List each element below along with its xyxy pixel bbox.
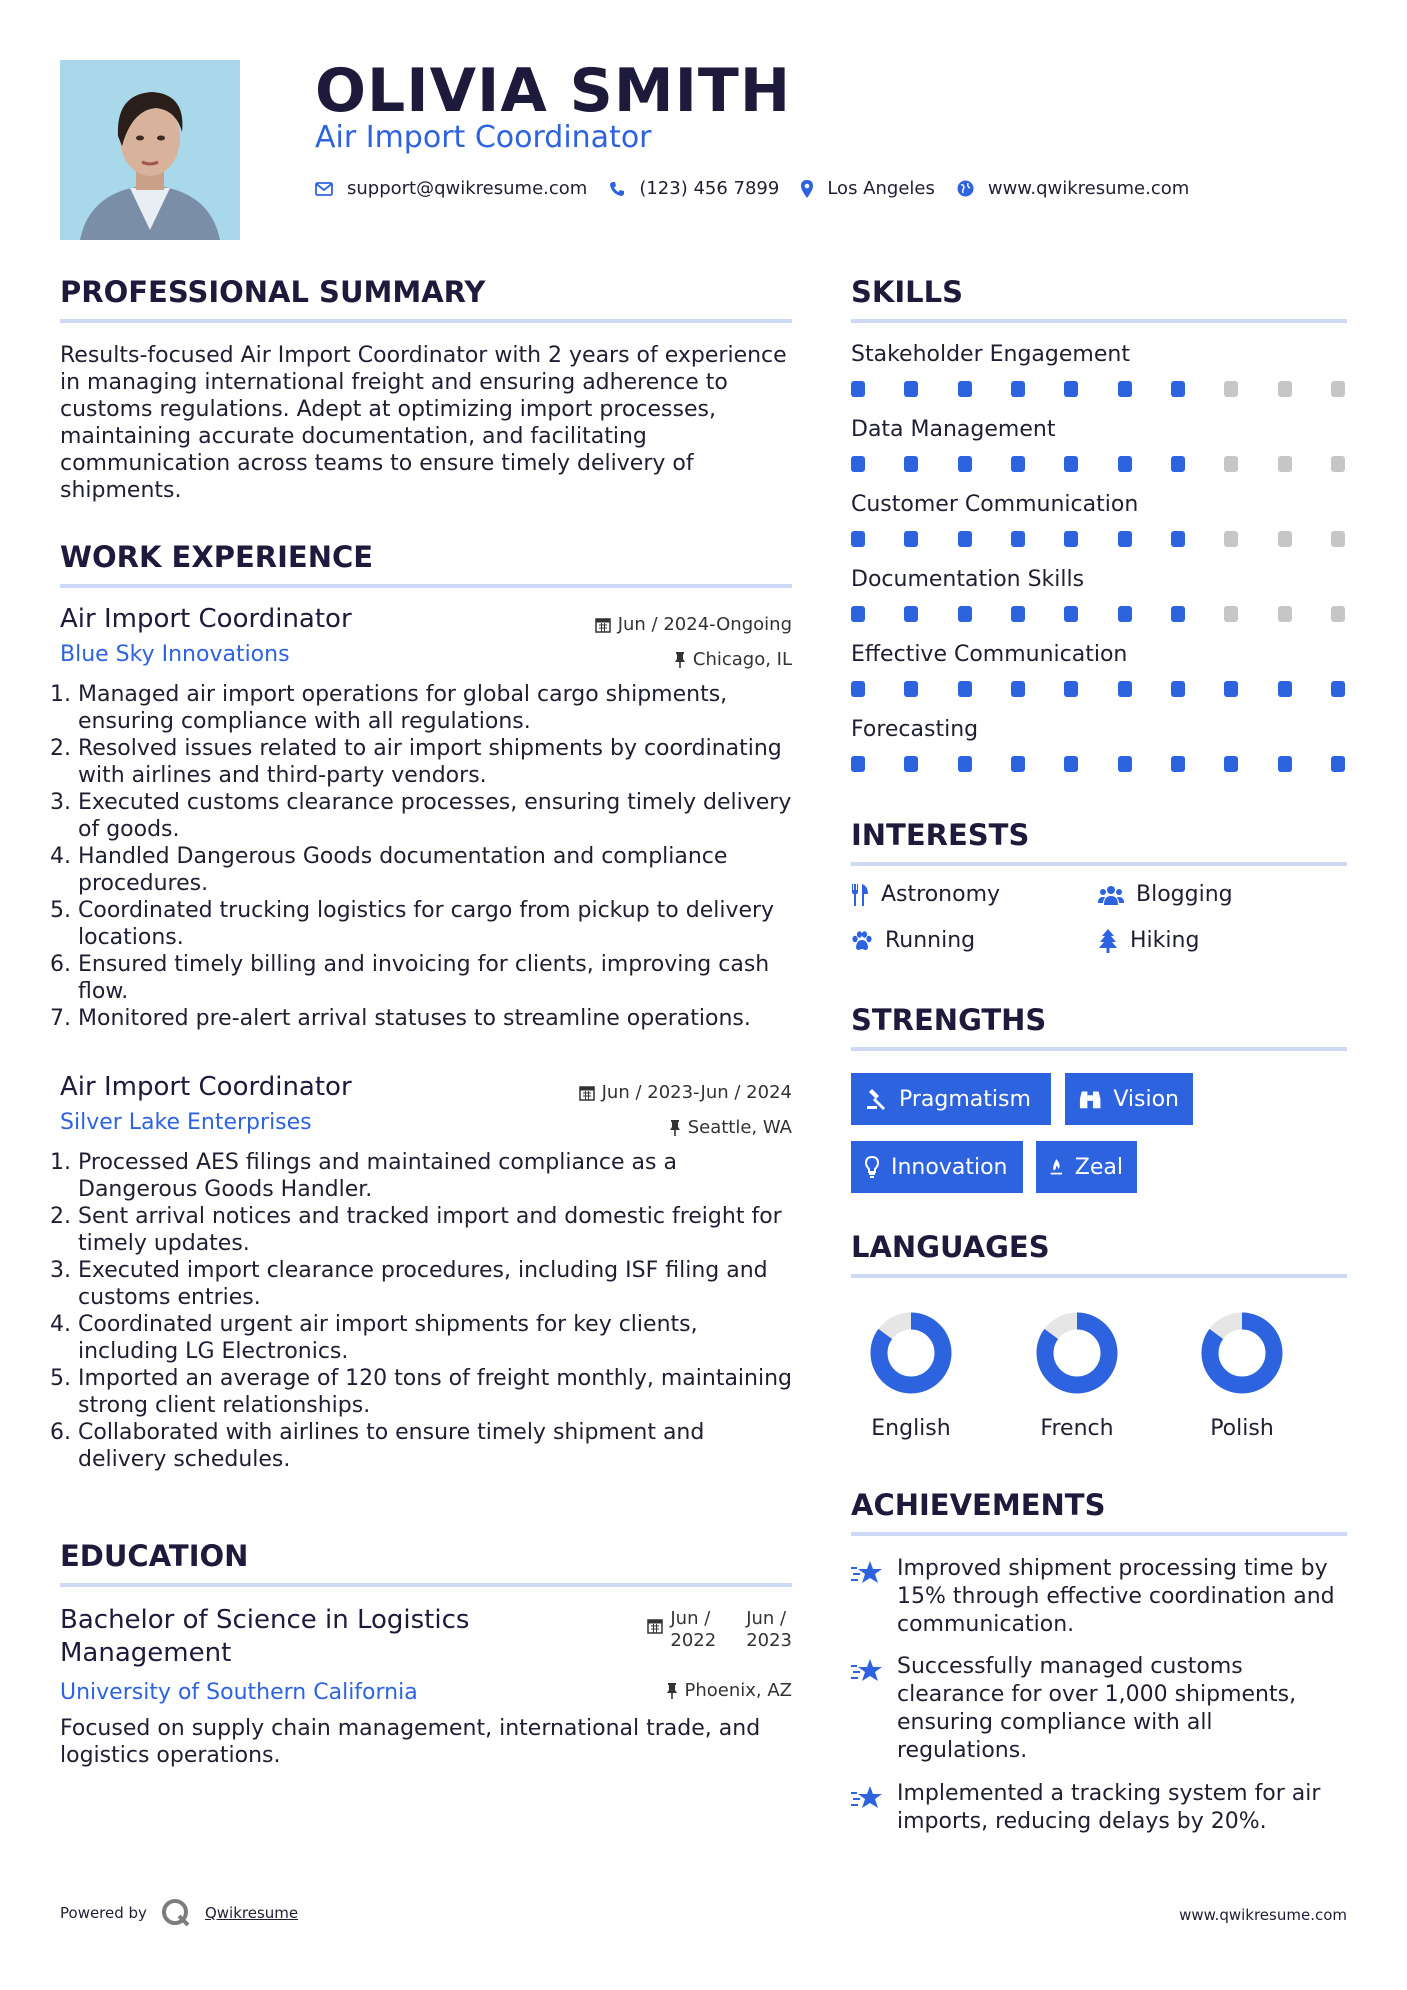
contact-phone[interactable] — [609, 178, 779, 199]
skill-dot-filled — [1278, 756, 1292, 772]
calendar-icon — [595, 617, 611, 633]
footer-powered-by — [60, 1898, 298, 1928]
skill-dot-filled — [1011, 531, 1025, 547]
list-item: 1. Processed AES filings and maintained compliance as a Dangerous Goods Handler. — [78, 1149, 792, 1203]
achievements-divider — [851, 1532, 1347, 1536]
skill-dot-filled — [1118, 756, 1132, 772]
skill-name: Documentation Skills — [851, 567, 1085, 592]
achievement-text: Implemented a tracking system for air imports, reducing delays by 20%. — [897, 1781, 1321, 1834]
skill-dot-filled — [1064, 606, 1078, 622]
skill-row — [851, 717, 1347, 772]
candidate-title: Air Import Coordinator — [315, 120, 652, 155]
skill-name: Customer Communication — [851, 492, 1139, 517]
skill-dot-filled — [1011, 456, 1025, 472]
skill-dot-filled — [1118, 681, 1132, 697]
globe-icon — [957, 180, 974, 197]
job-dates — [579, 1082, 792, 1103]
skill-dot-filled — [958, 756, 972, 772]
interest-label: Running — [885, 928, 976, 953]
company-name[interactable]: Blue Sky Innovations — [60, 642, 290, 667]
pin-icon — [666, 1683, 678, 1699]
language-name: French — [1040, 1416, 1114, 1441]
strength-tag — [1036, 1141, 1137, 1193]
skill-dot-filled — [1064, 381, 1078, 397]
languages-divider — [851, 1274, 1347, 1278]
powered-by-text: Powered by — [60, 1904, 147, 1922]
tree-icon — [1098, 929, 1118, 953]
end-date — [746, 1608, 792, 1652]
skill-dot-filled — [1331, 681, 1345, 697]
list-item: 7. Monitored pre-alert arrival statuses to streamline operations. — [78, 1005, 792, 1032]
list-item: 5. Imported an average of 120 tons of freight monthly, maintaining strong client relationships. — [78, 1365, 792, 1419]
skill-dot-filled — [851, 456, 865, 472]
education-divider — [60, 1583, 792, 1587]
interest-item — [1098, 928, 1199, 953]
interest-item — [851, 928, 975, 953]
binoculars-icon — [1079, 1089, 1101, 1109]
education-location-text: Phoenix, AZ — [684, 1680, 792, 1701]
paw-icon — [851, 931, 873, 951]
skill-dot-filled — [904, 681, 918, 697]
language-item — [1172, 1308, 1312, 1441]
job-title: Air Import Coordinator — [60, 604, 352, 634]
calendar-icon — [647, 1618, 663, 1634]
skill-dot-filled — [1171, 606, 1185, 622]
achievement-text: Successfully managed customs clearance for over 1,000 shipments, ensuring compliance with all regulations. — [897, 1654, 1297, 1763]
map-marker-icon — [801, 180, 813, 198]
list-item: 6. Collaborated with airlines to ensure timely shipment and delivery schedules. — [78, 1419, 792, 1473]
language-item — [1007, 1308, 1147, 1441]
skill-dot-filled — [1011, 381, 1025, 397]
start-date-line-1: Jun / — [670, 1608, 711, 1629]
list-item: 2. Resolved issues related to air import shipments by coordinating with airlines and third-party vendors. — [78, 735, 792, 789]
company-name[interactable]: Silver Lake Enterprises — [60, 1110, 312, 1135]
skill-dot-filled — [1118, 531, 1132, 547]
skill-rating — [851, 381, 1347, 397]
interests-heading: INTERESTS — [851, 818, 1030, 852]
skill-dot-empty — [1278, 456, 1292, 472]
skill-dot-empty — [1278, 381, 1292, 397]
footer-website[interactable]: www.qwikresume.com — [1179, 1906, 1347, 1924]
skill-rating — [851, 756, 1347, 772]
skill-dot-filled — [904, 606, 918, 622]
skill-dot-empty — [1278, 606, 1292, 622]
job-bullets — [60, 1149, 792, 1473]
skill-dot-filled — [958, 531, 972, 547]
education-entry — [60, 1604, 792, 1769]
skill-dot-filled — [1011, 606, 1025, 622]
summary-text: Results-focused Air Import Coordinator with 2 years of experience in managing international freight and ensuring adherence to customs regulations. Adept at optimizing import processes, maintaining accurate documentation, and facilitating communication across teams to ensure timely delivery of shipments. — [60, 343, 787, 503]
start-date — [670, 1608, 716, 1652]
skill-dot-filled — [958, 606, 972, 622]
skill-dot-filled — [851, 681, 865, 697]
interest-label: Hiking — [1130, 928, 1200, 953]
candidate-name: OLIVIA SMITH — [315, 56, 792, 126]
job-location — [674, 649, 792, 670]
lightbulb-icon — [865, 1156, 879, 1178]
education-location — [666, 1680, 793, 1701]
strength-label: Zeal — [1074, 1154, 1123, 1180]
envelope-icon — [315, 182, 333, 196]
skill-dot-empty — [1278, 531, 1292, 547]
skill-rating — [851, 456, 1347, 472]
skill-dot-filled — [1171, 681, 1185, 697]
calendar-icon — [579, 1085, 595, 1101]
strengths-heading: STRENGTHS — [851, 1003, 1047, 1037]
skill-dot-empty — [1224, 531, 1238, 547]
skill-dot-filled — [958, 681, 972, 697]
skill-dot-filled — [1224, 756, 1238, 772]
job-location-text: Seattle, WA — [687, 1117, 792, 1138]
skill-dot-empty — [1331, 381, 1345, 397]
job-dates-text: Jun / 2023-Jun / 2024 — [601, 1082, 792, 1103]
skill-dot-filled — [1171, 531, 1185, 547]
achievement-item — [851, 1653, 1347, 1765]
degree-line-1: Bachelor of Science in Logistics — [60, 1605, 470, 1635]
strength-label: Pragmatism — [899, 1086, 1031, 1112]
skill-dot-filled — [1118, 606, 1132, 622]
skill-dot-filled — [1118, 456, 1132, 472]
list-item: 2. Sent arrival notices and tracked import and domestic freight for timely updates. — [78, 1203, 792, 1257]
skill-name: Data Management — [851, 417, 1056, 442]
interest-item — [1098, 882, 1233, 907]
skill-row — [851, 342, 1347, 397]
job-bullets — [60, 681, 792, 1032]
skill-dot-filled — [1278, 681, 1292, 697]
shooting-star-icon — [851, 1657, 883, 1683]
skill-name: Effective Communication — [851, 642, 1128, 667]
job-dates — [595, 614, 792, 635]
job-entry — [60, 1072, 792, 1473]
start-date-line-2: 2022 — [670, 1630, 717, 1651]
utensils-icon — [851, 884, 869, 906]
language-item — [841, 1308, 981, 1441]
skill-dot-empty — [1331, 531, 1345, 547]
skill-row — [851, 417, 1347, 472]
interest-item — [851, 882, 1000, 907]
skill-dot-empty — [1331, 606, 1345, 622]
strengths-divider — [851, 1047, 1347, 1051]
skill-row — [851, 642, 1347, 697]
website-text: www.qwikresume.com — [987, 178, 1190, 199]
skill-dot-filled — [1011, 681, 1025, 697]
pin-icon — [674, 652, 686, 668]
location-text: Los Angeles — [827, 178, 935, 199]
profile-photo — [60, 60, 240, 240]
skill-row — [851, 567, 1347, 622]
pin-icon — [669, 1120, 681, 1136]
skill-dot-empty — [1331, 456, 1345, 472]
skill-dot-filled — [851, 381, 865, 397]
education-description: Focused on supply chain management, international trade, and logistics operations. — [60, 1716, 761, 1768]
language-name: Polish — [1210, 1416, 1274, 1441]
skill-dot-filled — [904, 531, 918, 547]
summary-divider — [60, 319, 792, 323]
interest-label: Blogging — [1136, 882, 1233, 907]
phone-icon — [609, 181, 625, 197]
degree-line-2: Management — [60, 1638, 232, 1668]
contact-bar — [315, 178, 1211, 199]
skill-dot-filled — [1064, 756, 1078, 772]
list-item: 6. Ensured timely billing and invoicing for clients, improving cash flow. — [78, 951, 792, 1005]
skill-dot-filled — [1224, 681, 1238, 697]
experience-divider — [60, 584, 792, 588]
list-item: 1. Managed air import operations for global cargo shipments, ensuring compliance with all regulations. — [78, 681, 792, 735]
skill-dot-filled — [1118, 381, 1132, 397]
contact-location — [801, 178, 935, 199]
skill-dot-filled — [1171, 381, 1185, 397]
skill-dot-filled — [851, 531, 865, 547]
language-donut — [1197, 1308, 1287, 1398]
language-donut — [866, 1308, 956, 1398]
skill-name: Stakeholder Engagement — [851, 342, 1130, 367]
email-text: support@qwikresume.com — [347, 178, 588, 199]
skills-heading: SKILLS — [851, 275, 963, 309]
summary-heading: PROFESSIONAL SUMMARY — [60, 275, 486, 309]
skill-dot-filled — [904, 381, 918, 397]
achievement-item — [851, 1555, 1347, 1639]
skill-dot-filled — [851, 756, 865, 772]
interests-divider — [851, 862, 1347, 866]
skill-dot-filled — [851, 606, 865, 622]
interest-label: Astronomy — [881, 882, 1001, 907]
job-title: Air Import Coordinator — [60, 1072, 352, 1102]
experience-heading: WORK EXPERIENCE — [60, 540, 374, 574]
skill-dot-empty — [1224, 606, 1238, 622]
skill-dot-empty — [1224, 456, 1238, 472]
list-item: 4. Coordinated urgent air import shipments for key clients, including LG Electronics. — [78, 1311, 792, 1365]
skill-dot-filled — [958, 456, 972, 472]
users-icon — [1098, 885, 1124, 905]
skill-dot-filled — [1331, 756, 1345, 772]
skill-rating — [851, 606, 1347, 622]
end-date-line-1: Jun / — [746, 1608, 787, 1629]
contact-website[interactable] — [957, 178, 1189, 199]
list-item: 4. Handled Dangerous Goods documentation and compliance procedures. — [78, 843, 792, 897]
skill-dot-filled — [1171, 456, 1185, 472]
skill-row — [851, 492, 1347, 547]
education-heading: EDUCATION — [60, 1539, 249, 1573]
job-dates-text: Jun / 2024-Ongoing — [617, 614, 792, 635]
achievements-heading: ACHIEVEMENTS — [851, 1488, 1106, 1522]
skill-dot-filled — [904, 456, 918, 472]
skill-rating — [851, 531, 1347, 547]
skill-dot-filled — [1064, 456, 1078, 472]
language-donut — [1032, 1308, 1122, 1398]
language-name: English — [871, 1416, 951, 1441]
skill-dot-filled — [904, 756, 918, 772]
job-location — [669, 1117, 792, 1138]
phone-text: (123) 456 7899 — [639, 178, 780, 199]
strength-tag — [851, 1073, 1051, 1125]
skill-dot-filled — [1011, 756, 1025, 772]
education-dates — [647, 1608, 792, 1652]
skill-dot-filled — [1171, 756, 1185, 772]
contact-email[interactable] — [315, 178, 587, 199]
school-name[interactable]: University of Southern California — [60, 1680, 418, 1705]
strength-label: Vision — [1113, 1086, 1179, 1112]
fire-icon — [1050, 1156, 1063, 1178]
list-item: 5. Coordinated trucking logistics for cargo from pickup to delivery locations. — [78, 897, 792, 951]
gavel-icon — [865, 1088, 887, 1110]
qwikresume-logo-icon — [161, 1898, 191, 1928]
shooting-star-icon — [851, 1559, 883, 1585]
skill-dot-filled — [1064, 681, 1078, 697]
list-item: 3. Executed customs clearance processes, ensuring timely delivery of goods. — [78, 789, 792, 843]
shooting-star-icon — [851, 1784, 883, 1810]
end-date-line-2: 2023 — [746, 1630, 792, 1651]
skill-dot-empty — [1224, 381, 1238, 397]
strength-label: Innovation — [891, 1154, 1008, 1180]
job-location-text: Chicago, IL — [692, 649, 792, 670]
skills-divider — [851, 319, 1347, 323]
job-entry — [60, 604, 792, 1032]
achievement-item — [851, 1780, 1347, 1836]
strength-tag — [1065, 1073, 1193, 1125]
achievement-text: Improved shipment processing time by 15% through effective coordination and communication. — [897, 1556, 1335, 1637]
skill-dot-filled — [958, 381, 972, 397]
languages-heading: LANGUAGES — [851, 1230, 1050, 1264]
skill-rating — [851, 681, 1347, 697]
strength-tag — [851, 1141, 1023, 1193]
skill-name: Forecasting — [851, 717, 979, 742]
list-item: 3. Executed import clearance procedures, including ISF filing and customs entries. — [78, 1257, 792, 1311]
skill-dot-filled — [1064, 531, 1078, 547]
brand-link[interactable]: Qwikresume — [204, 1904, 299, 1922]
